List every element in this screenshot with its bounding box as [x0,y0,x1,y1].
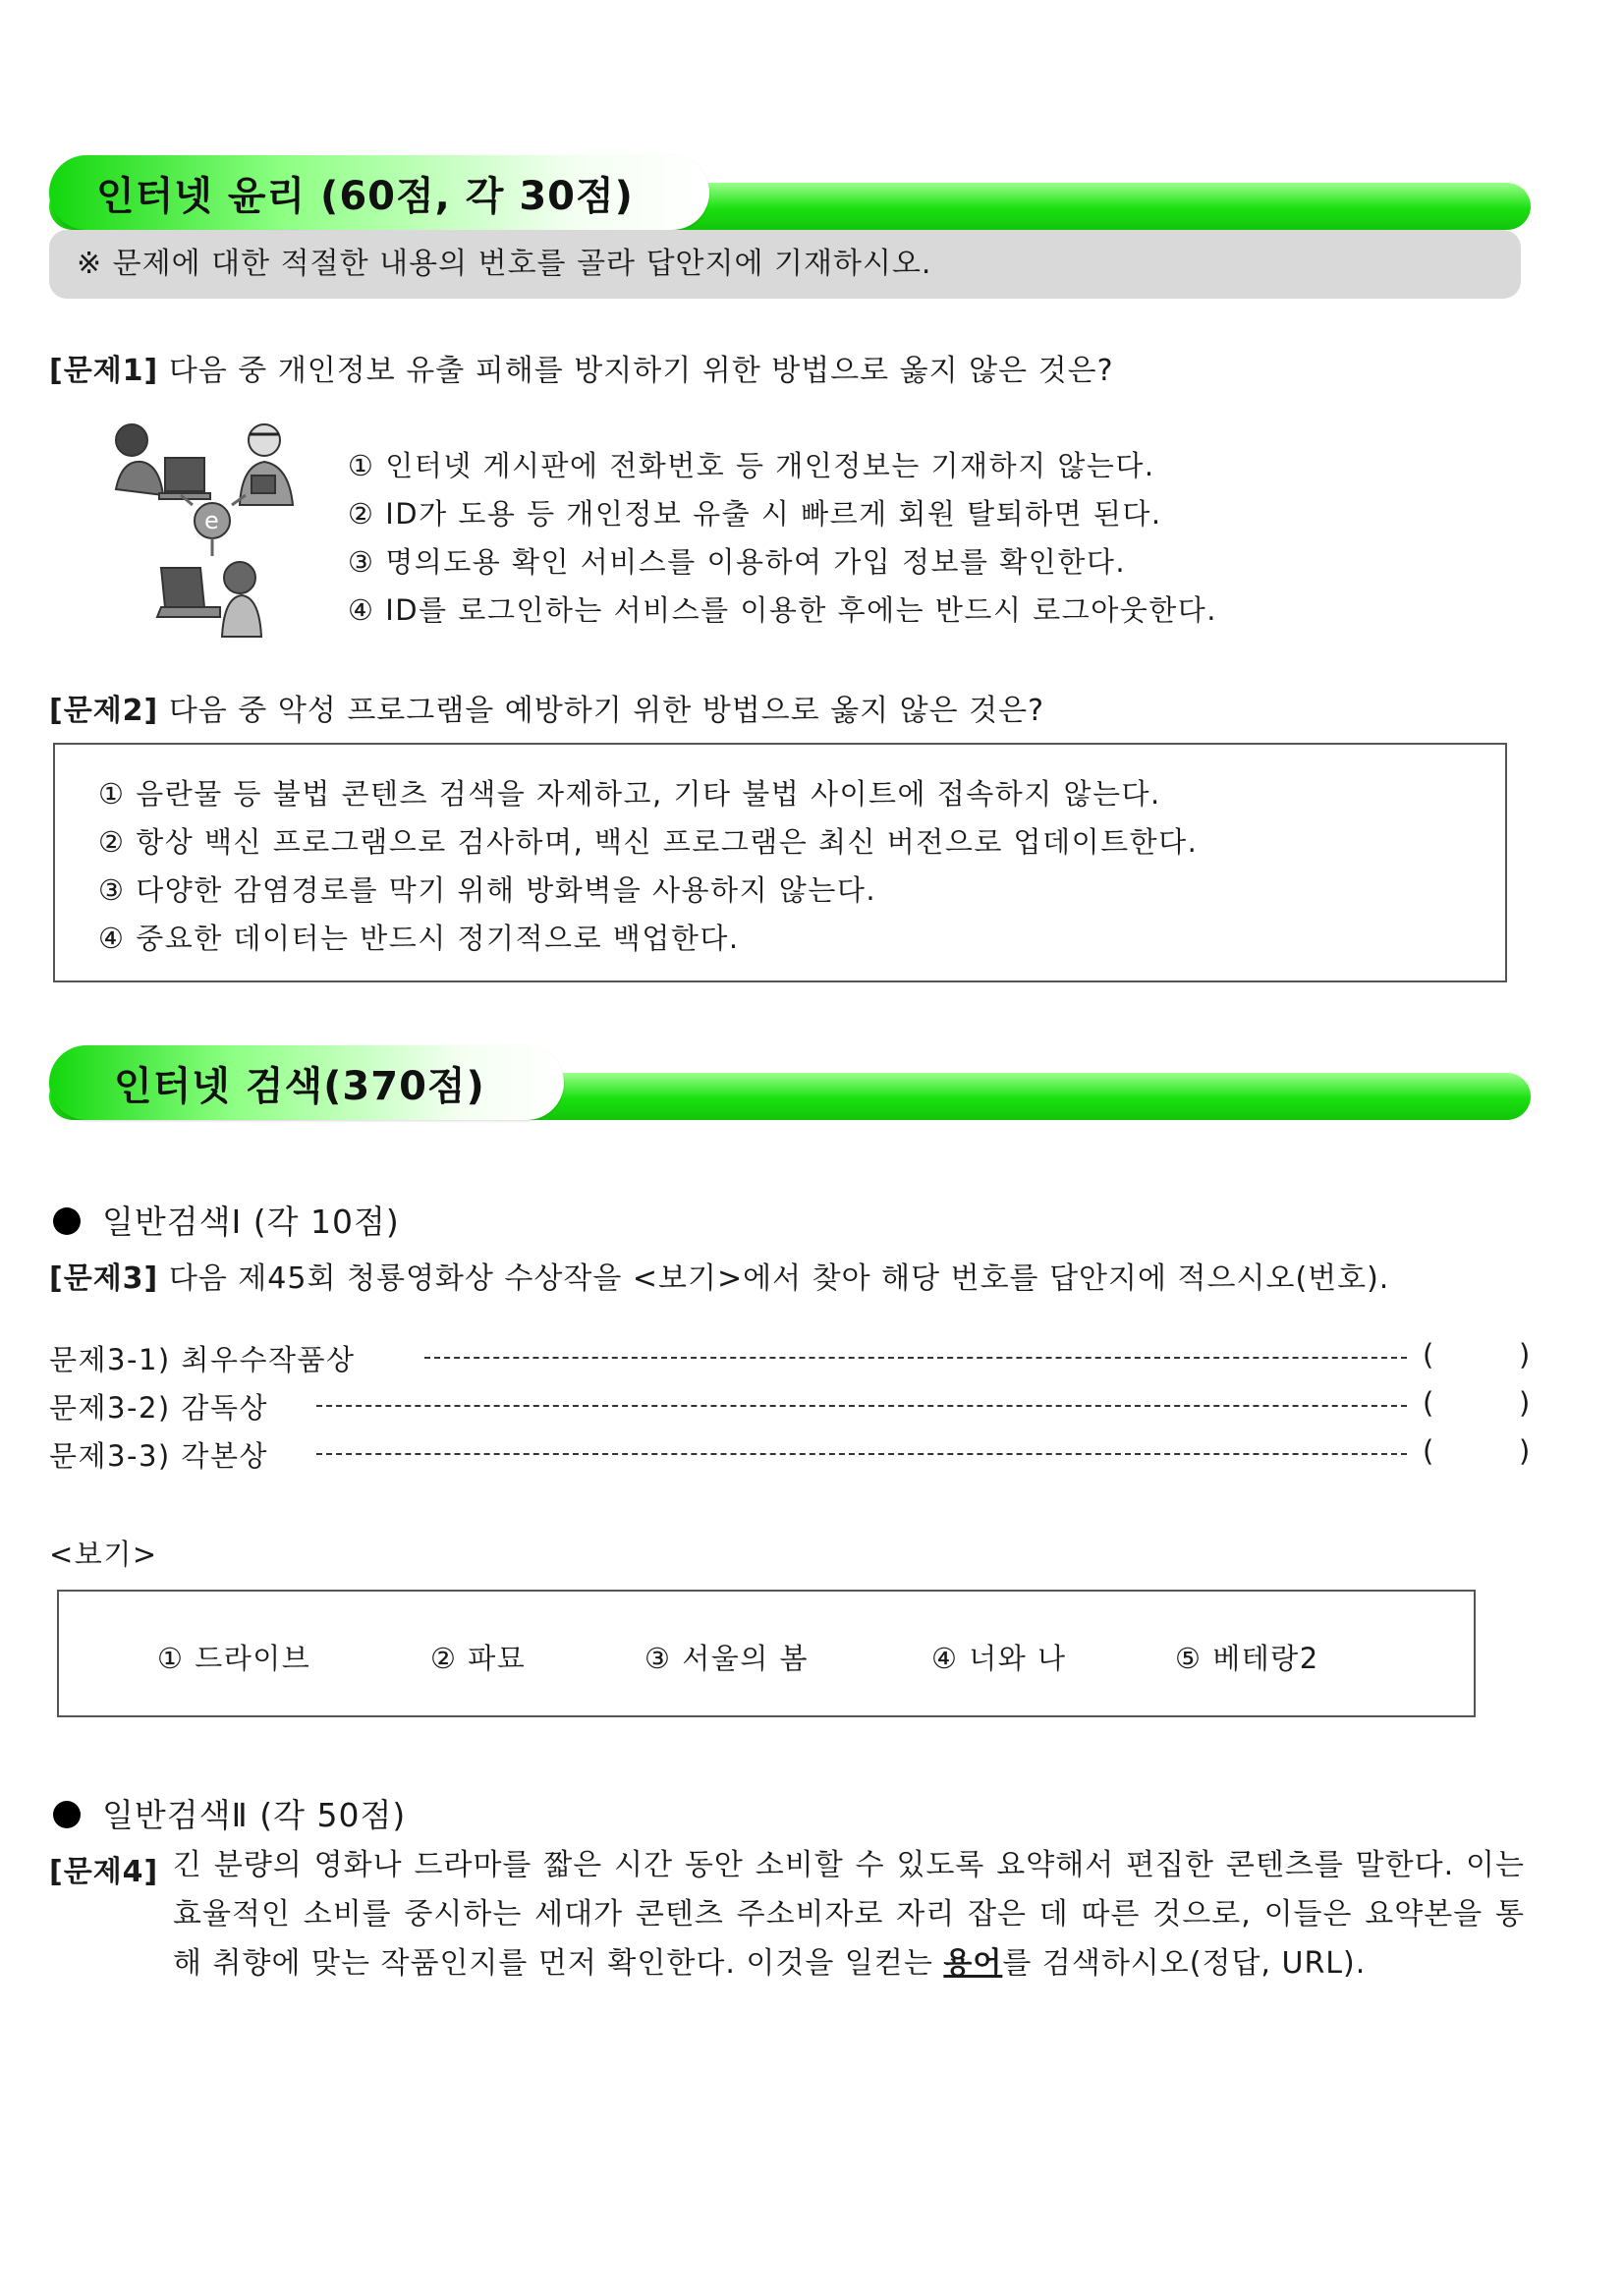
section-header-search [49,1045,1531,1124]
choice-4: ④ 너와 나 [931,1642,1067,1675]
section-header-ethics [49,155,1531,234]
q1-option-2: ② ID가 도용 등 개인정보 유출 시 빠르게 회원 탈퇴하면 된다. [348,497,1162,531]
q2-option-2: ② 항상 백신 프로그램으로 검사하며, 백신 프로그램은 최신 버전으로 업데이트한다. [98,825,1199,859]
q2-option-4: ④ 중요한 데이터는 반드시 정기적으로 백업한다. [98,922,740,955]
answer-line-3-1 [49,1338,1531,1377]
section-title: 인터넷 검색(370점) [114,1064,485,1109]
question-4-label [49,1847,158,1890]
question-text: 다음 중 악성 프로그램을 예방하기 위한 방법으로 옳지 않은 것은? [168,694,1045,728]
section-title: 인터넷 윤리 (60점, 각 30점) [96,174,634,219]
q2-option-3: ③ 다양한 감염경로를 막기 위해 방화벽을 사용하지 않는다. [98,873,877,907]
q2-option-1: ① 음란물 등 불법 콘텐츠 검색을 자제하고, 기타 불법 사이트에 접속하지 않는다. [98,777,1161,811]
q1-option-4: ④ ID를 로그인하는 서비스를 이용한 후에는 반드시 로그아웃한다. [348,593,1217,627]
bullet-icon [53,1801,81,1828]
keyword: 용어 [943,1946,1003,1981]
question-4-text [173,1841,1525,1988]
example-label: <보기> [49,1538,158,1571]
answer-paren-close: ) [1519,1434,1531,1468]
subsection-heading: 일반검색Ⅰ (각 10점) [102,1203,400,1241]
answer-label: 문제3-2) 감독상 [49,1391,268,1425]
question-3 [49,1254,1389,1297]
answer-paren-close: ) [1519,1338,1531,1372]
answer-paren-open: ( [1423,1434,1434,1468]
answer-line-3-3 [49,1434,1531,1474]
answer-paren-open: ( [1423,1386,1434,1420]
subsection-general-search-1 [53,1197,400,1243]
choice-3: ③ 서울의 봄 [644,1642,809,1675]
answer-paren-open: ( [1423,1338,1434,1372]
q1-option-1: ① 인터넷 게시판에 전화번호 등 개인정보는 기재하지 않는다. [348,449,1155,482]
privacy-illustration [102,411,320,639]
question-label: [문제3] [49,1261,159,1296]
dotted-leader [424,1357,1407,1359]
question-text-end: 를 검색하시오(정답, URL). [1002,1946,1367,1981]
q1-option-3: ③ 명의도용 확인 서비스를 이용하여 가입 정보를 확인한다. [348,545,1127,579]
answer-paren-close: ) [1519,1386,1531,1420]
question-text: 다음 중 개인정보 유출 피해를 방지하기 위한 방법으로 옳지 않은 것은? [168,354,1114,388]
question-text: 다음 제45회 청룡영화상 수상작을 <보기>에서 찾아 해당 번호를 답안지에 적으시오(번호). [168,1261,1390,1296]
choice-1: ① 드라이브 [157,1642,311,1675]
dotted-leader [316,1453,1407,1455]
answer-line-3-2 [49,1386,1531,1426]
instruction-notice: ※ 문제에 대한 적절한 내용의 번호를 골라 답안지에 기재하시오. [49,230,1521,299]
question-1 [49,346,1114,389]
subsection-heading: 일반검색Ⅱ (각 50점) [102,1796,407,1834]
svg-text:e: e [204,507,219,534]
question-label: [문제2] [49,694,159,728]
choice-5: ⑤ 베테랑2 [1175,1642,1319,1675]
question-text: 긴 분량의 영화나 드라마를 짧은 시간 동안 소비할 수 있도록 요약해서 편집한 콘텐츠를 말한다. 이는 효율적인 소비를 중시하는 세대가 콘텐츠 주소비자로 자리 잡은 데 따른 것으로, 이들은 요약본을 통해 취향에 맞는 작품인지를 먼저 확인한다. 이것을 일컫는 [173,1848,1525,1981]
bullet-icon [53,1207,81,1235]
answer-label: 문제3-1) 최우수작품상 [49,1343,356,1376]
choice-2: ② 파묘 [430,1642,527,1675]
question-label: [문제1] [49,354,159,388]
dotted-leader [316,1405,1407,1407]
question-2 [49,686,1044,729]
subsection-general-search-2 [53,1790,406,1836]
question-label: [문제4] [49,1855,159,1889]
answer-label: 문제3-3) 각본상 [49,1439,268,1473]
